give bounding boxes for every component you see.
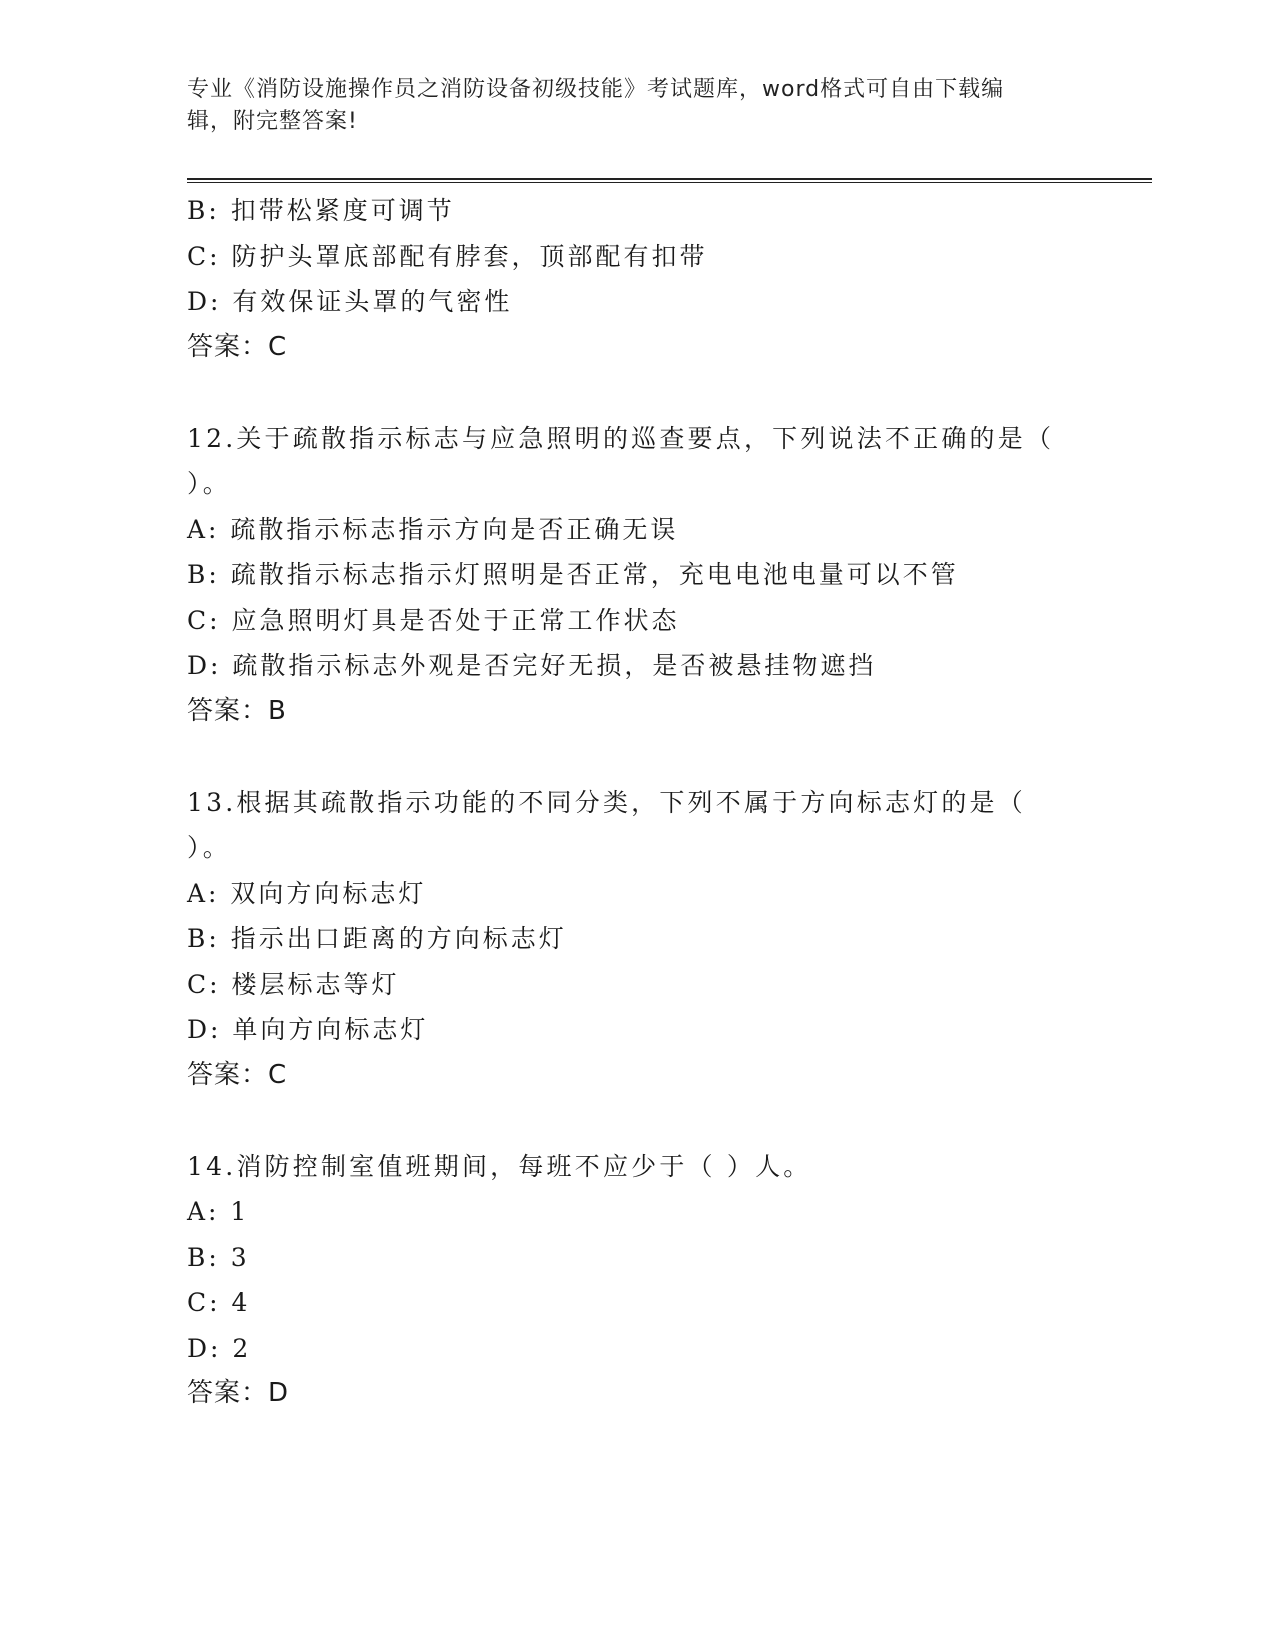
spacer	[187, 734, 1087, 780]
answer-value: C	[268, 331, 288, 362]
question-list	[187, 188, 1087, 1417]
option-d: D: 有效保证头罩的气密性	[187, 287, 513, 316]
answer-line	[187, 325, 1087, 371]
option-c: C: 4	[187, 1288, 251, 1317]
option-d: D: 单向方向标志灯	[187, 1015, 429, 1044]
answer-label: 答案：	[187, 1378, 269, 1408]
header-divider-thin	[187, 182, 1152, 183]
question-stem-continued: ）。	[187, 469, 231, 498]
option-a: A: 双向方向标志灯	[187, 878, 427, 908]
option-d: D: 疏散指示标志外观是否完好无损，是否被悬挂物遮挡	[187, 651, 877, 680]
answer-line	[187, 689, 1087, 735]
question-stem: 12.关于疏散指示标志与应急照明的巡查要点，下列说法不正确的是（	[187, 423, 1055, 453]
question-12	[187, 416, 1087, 735]
option-a: A: 疏散指示标志指示方向是否正确无误	[187, 514, 679, 544]
option-c: C: 应急照明灯具是否处于正常工作状态	[187, 605, 680, 635]
question-14	[187, 1144, 1087, 1417]
option-b: B: 指示出口距离的方向标志灯	[187, 924, 567, 953]
question-stem: 13.根据其疏散指示功能的不同分类，下列不属于方向标志灯的是（	[187, 787, 1026, 817]
option-a: A: 1	[187, 1197, 250, 1226]
option-b: B: 疏散指示标志指示灯照明是否正常，充电电池电量可以不管	[187, 560, 959, 589]
answer-line	[187, 1053, 1087, 1099]
answer-label: 答案：	[187, 695, 269, 726]
answer-line	[187, 1371, 1087, 1417]
answer-value: D	[268, 1378, 290, 1408]
option-c: C: 防护头罩底部配有脖套，顶部配有扣带	[187, 241, 708, 271]
spacer	[187, 370, 1087, 416]
header-line-2: 辑，附完整答案!	[187, 109, 358, 134]
answer-value: C	[268, 1059, 288, 1090]
header-line-1: 专业《消防设施操作员之消防设备初级技能》考试题库，word格式可自由下载编	[187, 77, 1005, 102]
option-b: B: 扣带松紧度可调节	[187, 196, 455, 225]
option-d: D: 2	[187, 1333, 252, 1363]
question-stem: 14.消防控制室值班期间，每班不应少于（ ）人。	[187, 1151, 812, 1181]
question-11-tail	[187, 188, 1087, 370]
answer-label: 答案：	[187, 331, 269, 362]
question-13	[187, 780, 1087, 1099]
page-header	[187, 74, 1067, 138]
option-b: B: 3	[187, 1242, 250, 1272]
header-divider-thick	[187, 178, 1152, 180]
answer-value: B	[268, 695, 287, 726]
spacer	[187, 1098, 1087, 1144]
answer-label: 答案：	[187, 1059, 269, 1090]
question-stem-continued: ）。	[187, 833, 231, 862]
option-c: C: 楼层标志等灯	[187, 969, 400, 999]
